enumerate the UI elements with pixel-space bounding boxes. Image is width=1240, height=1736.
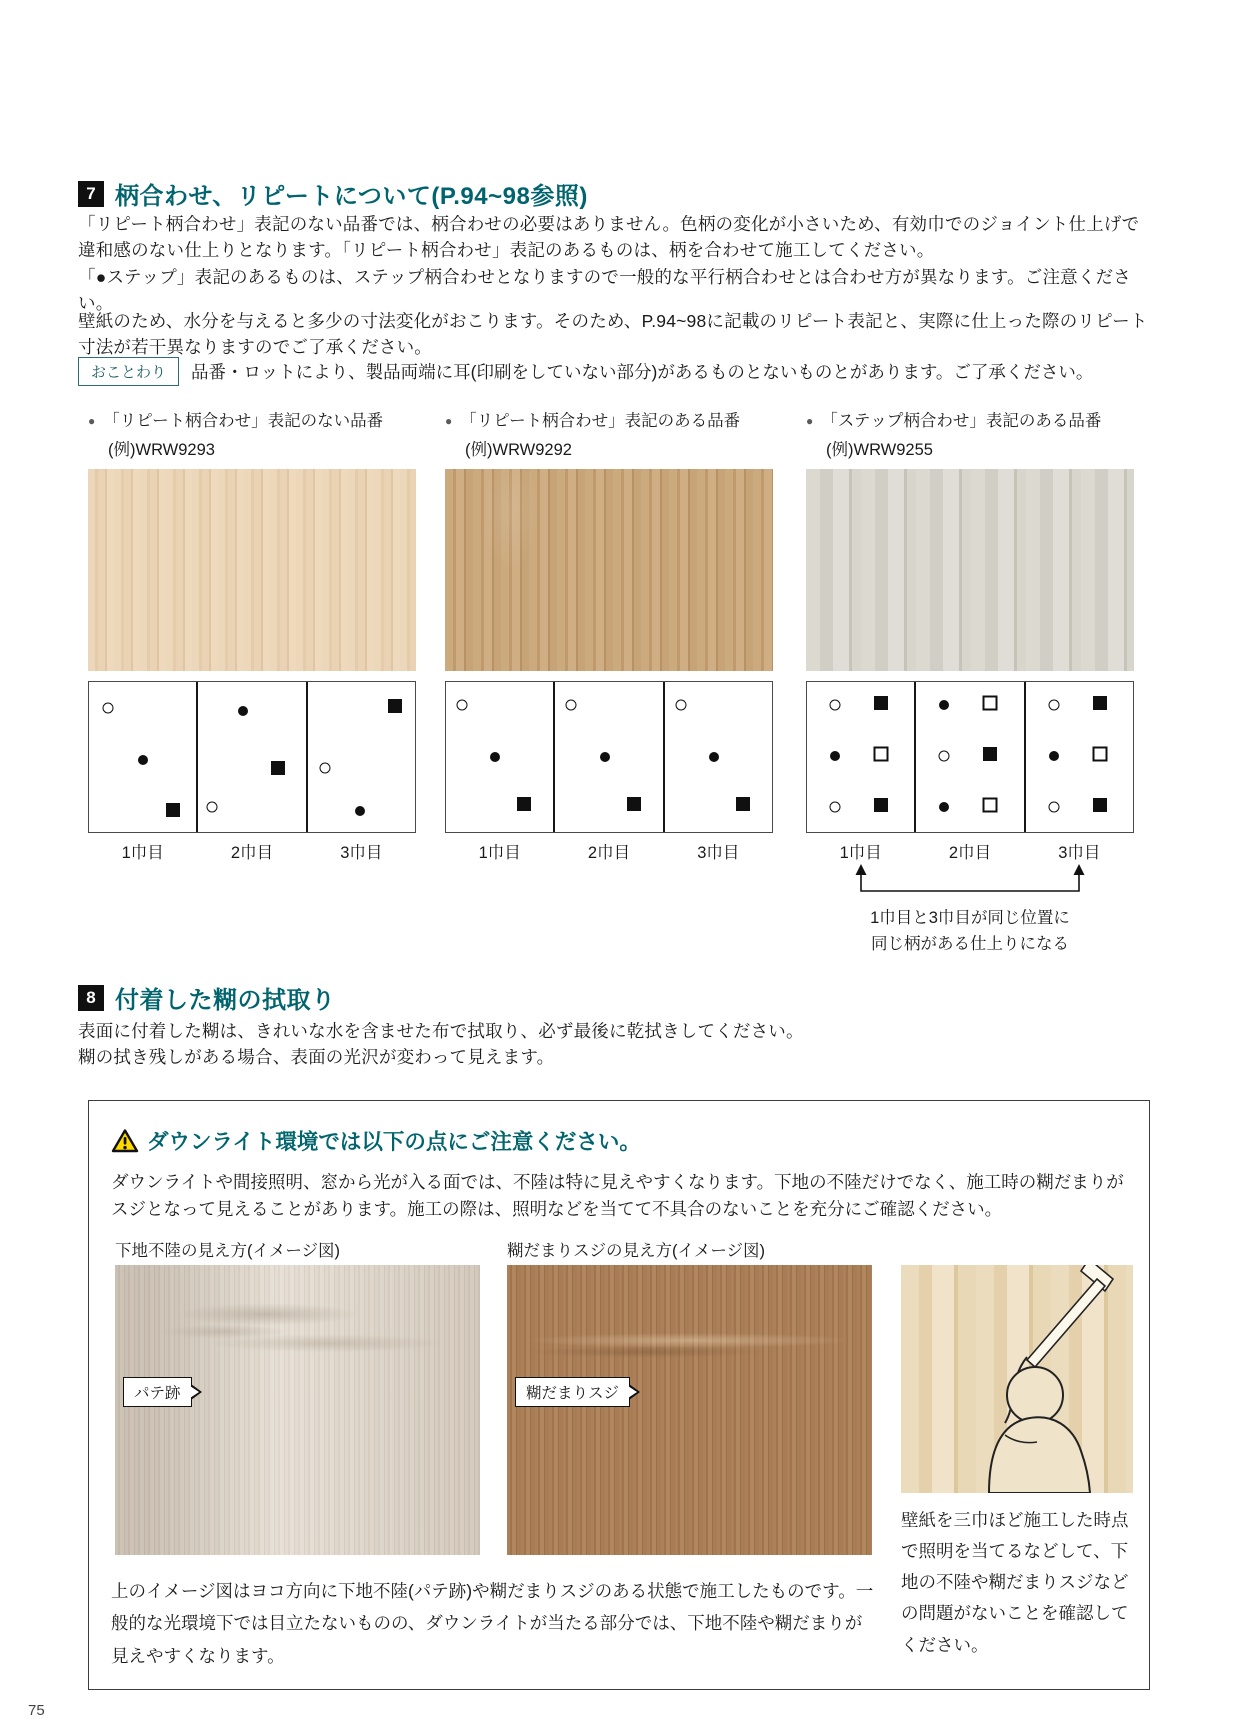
column-caption [445,410,773,432]
lighting-check-illustration [901,1265,1133,1493]
panel-label: 2巾目 [948,844,992,863]
step-match-annotation [806,863,1134,957]
pattern-symbol-sq [517,797,531,811]
panel-label: 3巾目 [1058,844,1101,863]
pattern-symbol-sq [874,696,888,710]
downlight-warning-box [88,1100,1150,1690]
bullet-icon: ● [88,414,96,428]
pattern-symbol-sq [388,699,402,713]
pattern-symbol-ring [319,762,330,773]
section7-title: 柄合わせ、リピートについて(P.94~98参照) [115,183,588,210]
step-arrow-graphic [806,863,1134,899]
pattern-symbol-sqo [983,696,998,711]
okotowari-text: 品番・ロットにより、製品両端に耳(印刷をしていない部分)があるものとないものとがあります。ご了承ください。 [191,362,1094,382]
section7-number-badge: 7 [78,181,104,207]
panel-label: 3巾目 [697,844,740,863]
pattern-symbol-sq [983,747,997,761]
section7-paragraph-block [78,211,1152,316]
warning-body: ダウンライトや間接照明、窓から光が入る面では、不陸は特に見えやすくなります。下地の不陸だけでなく、施工時の糊だまりがスジとなって見えることがあります。施工の際は、照明などを当てて不具合のないことを充分にご確認ください。 [111,1172,1124,1220]
bullet-icon: ● [806,414,814,428]
section8-title: 付着した糊の拭取り [115,987,336,1014]
pattern-column [445,410,773,863]
callout-putty: パテ跡 [123,1377,192,1407]
warning-header [111,1125,641,1156]
bottom-note-text: 上のイメージ図はヨコ方向に下地不陸(パテ跡)や糊だまりスジのある状態で施工したものです。一般的な光環境下では目立たないものの、ダウンライトが当たる部分では、下地不陸や糊だまりが見えやすくなります。 [111,1581,874,1666]
para-glue-2: 糊の拭き残しがある場合、表面の光沢が変わって見えます。 [78,1047,555,1068]
column-caption-text: 「リピート柄合わせ」表記のある品番 [460,412,741,430]
step-note-line1: 1巾目と3巾目が同じ位置に [870,909,1070,928]
pattern-symbol-sqo [983,798,998,813]
pattern-symbol-ring [457,699,468,710]
column-caption-text: 「ステップ柄合わせ」表記のある品番 [821,412,1102,430]
warning-title: ダウンライト環境では以下の点にご注意ください。 [147,1130,641,1154]
pattern-symbol-ring [1048,801,1059,812]
diagram-panel [916,682,1025,832]
diagram-panel [198,682,307,832]
panel-label: 2巾目 [587,844,631,863]
column-caption [806,410,1134,432]
image-caption-glue: 糊だまりスジの見え方(イメージ図) [507,1242,765,1260]
diagram-panel [665,682,772,832]
column-example: (例)WRW9293 [108,441,215,460]
callout-glue-streak: 糊だまりスジ [515,1377,630,1407]
page-number: 75 [28,1702,45,1719]
pattern-symbol-ring [829,801,840,812]
glue-streak-image [507,1265,872,1555]
okotowari-row [78,357,1093,386]
okotowari-label: おことわり [78,357,179,386]
para-pattern-2: 「●ステップ」表記のあるものは、ステップ柄合わせとなりますので一般的な平行柄合わせとは合わせ方が異なります。ご注意ください。 [78,266,1131,313]
section8-number-badge: 8 [78,985,104,1011]
width-diagram [88,681,416,833]
pattern-column [88,410,416,863]
para-pattern-3: 壁紙のため、水分を与えると多少の寸法変化がおこります。そのため、P.94~98に記載のリピート表記と、実際に仕上った際のリピート寸法が若干異なりますのでご了承ください。 [78,311,1148,358]
panel-label: 1巾目 [121,844,164,863]
diagram-labels [806,839,1134,863]
pattern-symbol-sqo [874,747,889,762]
pattern-symbol-sq [736,797,750,811]
pattern-symbol-sq [271,761,285,775]
panel-label: 2巾目 [230,844,274,863]
pattern-symbol-ring [1048,699,1059,710]
pattern-symbol-dot [138,755,148,765]
column-example: (例)WRW9292 [465,441,572,460]
panel-label: 1巾目 [478,844,521,863]
pattern-symbol-dot [1049,751,1059,761]
pattern-symbol-ring [675,699,686,710]
column-caption [88,410,416,432]
panel-label: 3巾目 [340,844,383,863]
wallpaper-sample [806,469,1134,671]
section8-header [78,980,336,1015]
pattern-symbol-sq [627,797,641,811]
pattern-symbol-dot [355,806,365,816]
pattern-symbol-dot [939,802,949,812]
pattern-symbol-dot [490,752,500,762]
warning-triangle-icon [111,1128,139,1154]
pattern-symbol-ring [939,750,950,761]
pattern-symbol-dot [709,752,719,762]
pattern-symbol-dot [830,751,840,761]
bullet-icon: ● [445,414,453,428]
worker-with-light-drawing [901,1265,1133,1493]
pattern-symbol-dot [600,752,610,762]
diagram-labels [88,839,416,863]
diagram-panel [555,682,664,832]
diagram-panel [308,682,415,832]
step-note [806,906,1134,957]
pattern-symbol-ring [829,699,840,710]
width-diagram [806,681,1134,833]
width-diagram [445,681,773,833]
pattern-symbol-sq [1093,798,1107,812]
diagram-panel [446,682,555,832]
pattern-symbol-ring [566,699,577,710]
column-example: (例)WRW9255 [826,441,933,460]
pattern-symbol-sq [166,803,180,817]
wallpaper-sample [445,469,773,671]
diagram-labels [445,839,773,863]
column-caption-text: 「リピート柄合わせ」表記のない品番 [103,412,384,430]
pattern-symbol-dot [939,700,949,710]
pattern-symbol-sq [1093,696,1107,710]
putty-mark-image [115,1265,480,1555]
para-pattern-1: 「リピート柄合わせ」表記のない品番では、柄合わせの必要はありません。色柄の変化が小さいため、有効巾でのジョイント仕上げで違和感のない仕上りとなります。「リピート柄合わせ」表記のあるものは、柄を合わせて施工してください。 [78,214,1140,261]
pattern-symbol-sq [874,798,888,812]
diagram-panel [807,682,916,832]
step-note-line2: 同じ柄がある仕上りになる [871,934,1069,953]
pattern-symbol-ring [103,702,114,713]
section7-header [78,176,588,211]
pattern-symbol-ring [207,801,218,812]
pattern-symbol-sqo [1092,747,1107,762]
pattern-column [806,410,1134,957]
side-note-text: 壁紙を三巾ほど施工した時点で照明を当てるなどして、下地の不陸や糊だまりスジなどの問題がないことを確認してください。 [901,1510,1129,1655]
diagram-panel [89,682,198,832]
pattern-symbol-dot [238,706,248,716]
panel-label: 1巾目 [839,844,882,863]
section8-paragraph [78,1018,1152,1071]
wallpaper-sample [88,469,416,671]
image-caption-putty: 下地不陸の見え方(イメージ図) [115,1242,340,1260]
diagram-panel [1026,682,1133,832]
para-glue-1: 表面に付着した糊は、きれいな水を含ませた布で拭取り、必ず最後に乾拭きしてください。 [78,1021,804,1041]
